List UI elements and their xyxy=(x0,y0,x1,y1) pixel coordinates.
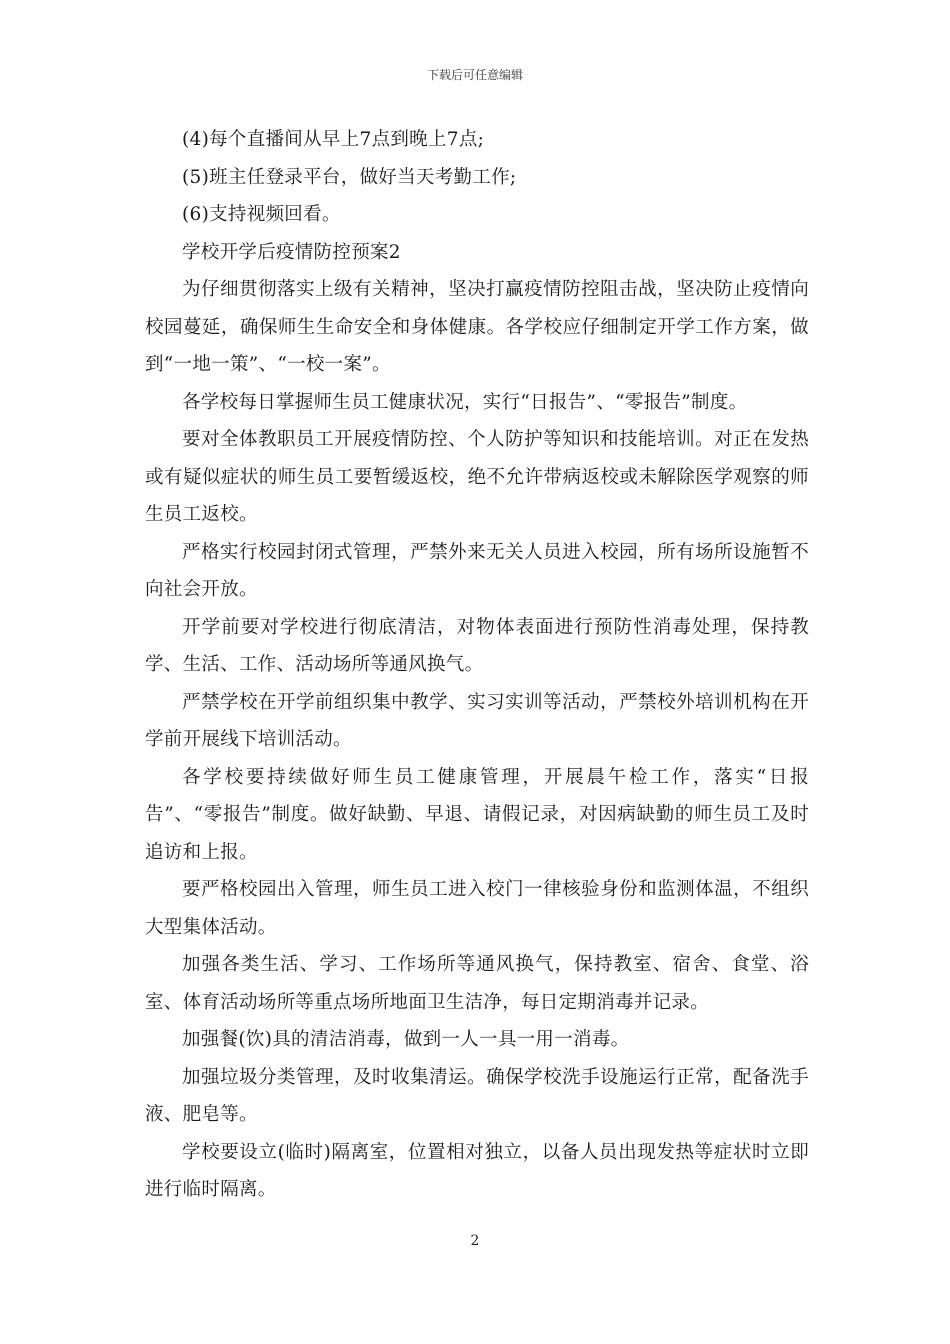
section-heading: 学校开学后疫情防控预案2 xyxy=(182,241,401,263)
paragraph-health-report: 各学校每日掌握师生员工健康状况，实行“日报告”、“零报告”制度。 xyxy=(182,391,748,413)
paragraph-intro: 为仔细贯彻落实上级有关精神，坚决打赢疫情防控阻击战，坚决防止疫情向校园蔓延，确保师生生命安全和身体健康。各学校应仔细制定开学工作方案，做到“一地一策”、“一校一案”。 xyxy=(145,279,809,375)
paragraph-isolation-room: 学校要设立(临时)隔离室，位置相对独立，以备人员出现发热等症状时立即进行临时隔离。 xyxy=(145,1141,809,1200)
paragraph-tableware: 加强餐(饮)具的清洁消毒，做到一人一具一用一消毒。 xyxy=(182,1029,630,1050)
document-body xyxy=(145,121,809,1209)
paragraph-training: 要对全体教职员工开展疫情防控、个人防护等知识和技能培训。对正在发热或有疑似症状的师生员工要暂缓返校，绝不允许带病返校或未解除医学观察的师生员工返校。 xyxy=(145,429,809,525)
paragraph-health-management: 各学校要持续做好师生员工健康管理，开展晨午检工作，落实“日报告”、“零报告”制度。做好缺勤、早退、请假记录，对因病缺勤的师生员工及时追访和上报。 xyxy=(145,766,809,863)
paragraph-no-gathering: 严禁学校在开学前组织集中教学、实习实训等活动，严禁校外培训机构在开学前开展线下培训活动。 xyxy=(145,691,809,750)
paragraph-ventilation: 加强各类生活、学习、工作场所等通风换气，保持教室、宿舍、食堂、浴室、体育活动场所等重点场所地面卫生洁净，每日定期消毒并记录。 xyxy=(145,954,809,1013)
page-header: 下载后可任意编辑 xyxy=(426,68,523,82)
list-item-5: (5)班主任登录平台，做好当天考勤工作; xyxy=(182,166,517,188)
page-number: 2 xyxy=(470,1233,480,1249)
list-item-6: (6)支持视频回看。 xyxy=(182,204,341,225)
paragraph-cleaning: 开学前要对学校进行彻底清洁，对物体表面进行预防性消毒处理，保持教学、生活、工作、活动场所等通风换气。 xyxy=(145,616,809,675)
paragraph-entry-control: 要严格校园出入管理，师生员工进入校门一律核验身份和监测体温，不组织大型集体活动。 xyxy=(145,879,809,938)
paragraph-garbage: 加强垃圾分类管理，及时收集清运。确保学校洗手设施运行正常，配备洗手液、肥皂等。 xyxy=(145,1066,809,1125)
list-item-4: (4)每个直播间从早上7点到晚上7点; xyxy=(182,129,485,150)
paragraph-closed-management: 严格实行校园封闭式管理，严禁外来无关人员进入校园，所有场所设施暂不向社会开放。 xyxy=(145,541,809,600)
